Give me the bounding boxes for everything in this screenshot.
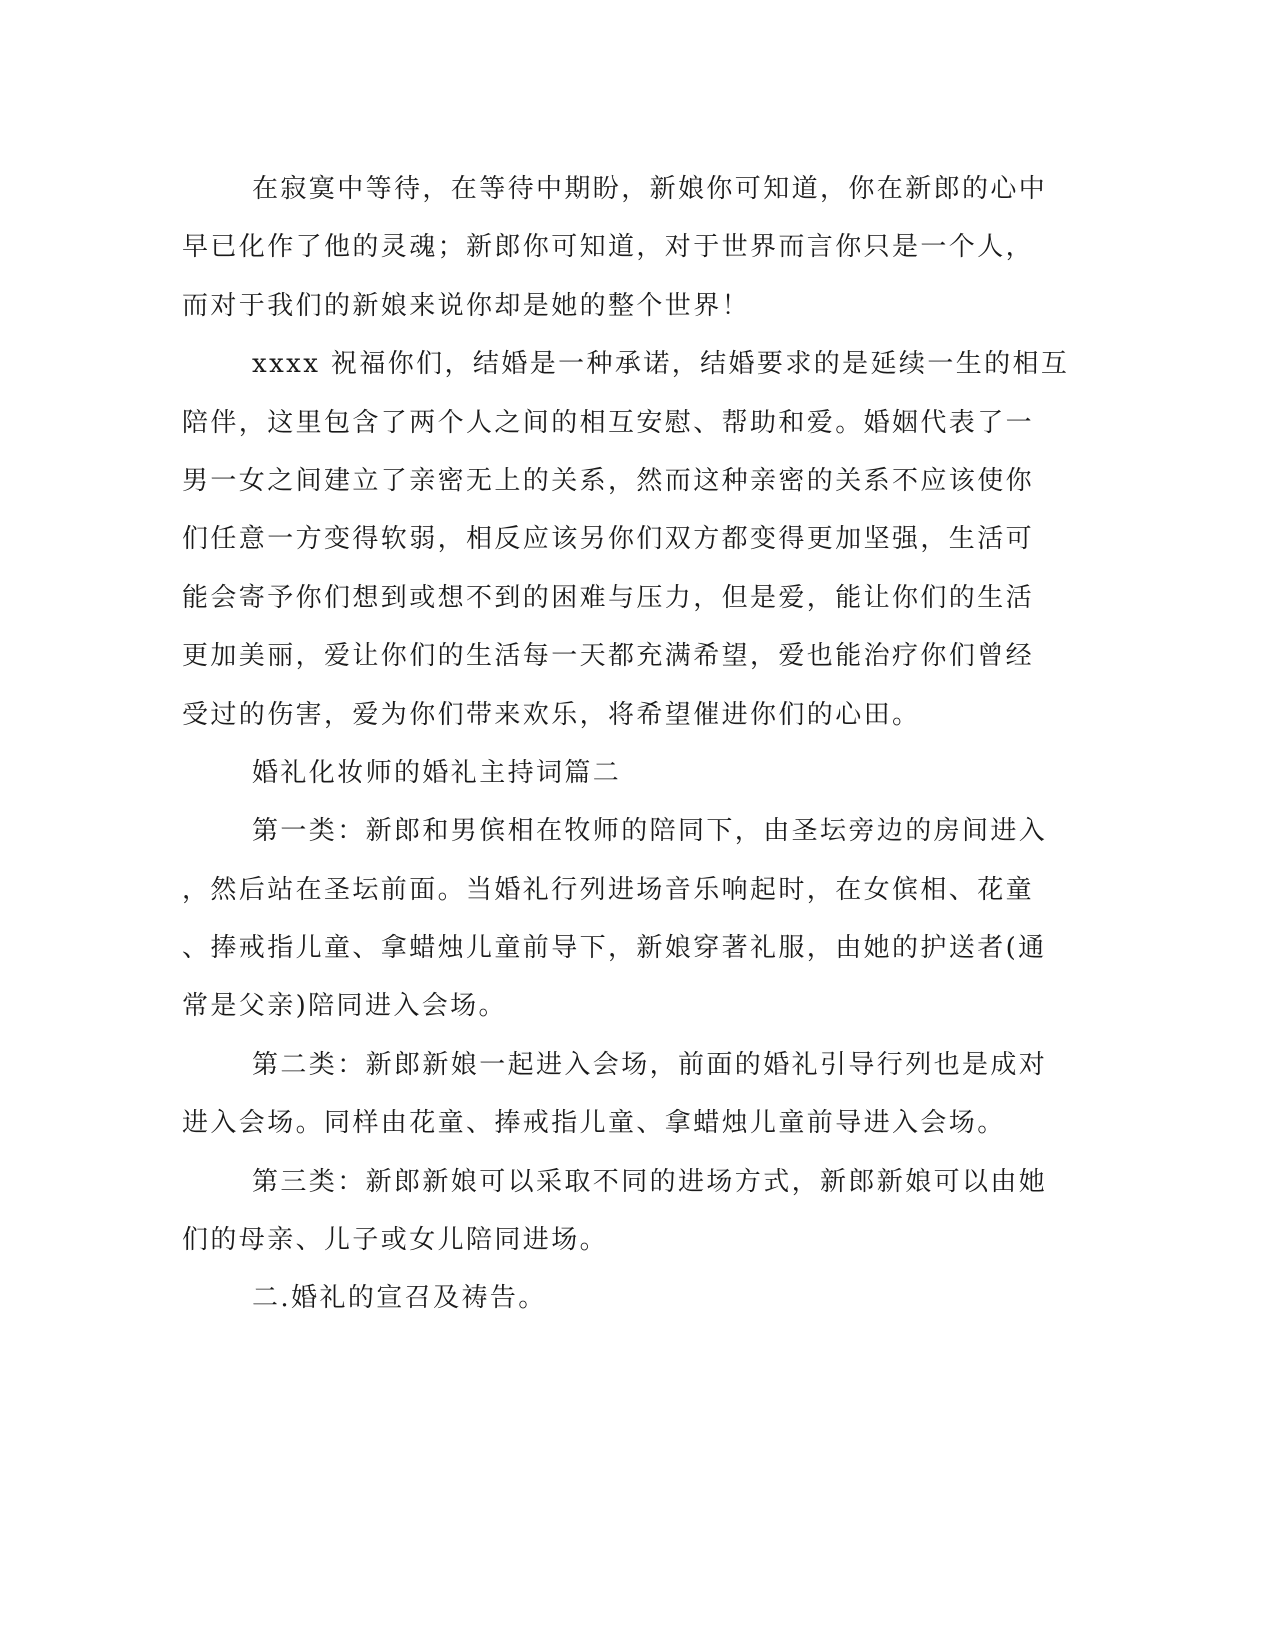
text-line: 们任意一方变得软弱，相反应该另你们双方都变得更加坚强，生活可 <box>182 524 1035 555</box>
section-title: 婚礼化妆师的婚礼主持词篇二 <box>252 757 622 788</box>
paragraph-blessing <box>182 335 1070 744</box>
paragraph-section-two <box>182 1269 1042 1327</box>
text-line: 第二类：新郎新娘一起进入会场，前面的婚礼引导行列也是成对 <box>252 1049 1048 1080</box>
text-line: 男一女之间建立了亲密无上的关系，然而这种亲密的关系不应该使你 <box>182 465 1035 496</box>
paragraph-bride-groom <box>182 160 1048 335</box>
document-body <box>182 160 1070 1328</box>
text-line: 二.婚礼的宣召及祷告。 <box>252 1283 547 1314</box>
text-line: 早已化作了他的灵魂；新郎你可知道，对于世界而言你只是一个人， <box>182 232 1035 263</box>
text-line: xxxx 祝福你们，结婚是一种承诺，结婚要求的是延续一生的相互 <box>252 349 1070 380</box>
paragraph-type-three <box>182 1153 1048 1270</box>
paragraph-type-one <box>182 802 1048 1036</box>
text-line: 陪伴，这里包含了两个人之间的相互安慰、帮助和爱。婚姻代表了一 <box>182 407 1035 438</box>
text-line: 常是父亲)陪同进入会场。 <box>182 991 507 1022</box>
text-line: 们的母亲、儿子或女儿陪同进场。 <box>182 1225 609 1256</box>
text-line: 第一类：新郎和男傧相在牧师的陪同下，由圣坛旁边的房间进入 <box>252 816 1048 847</box>
text-line: 更加美丽，爱让你们的生活每一天都充满希望，爱也能治疗你们曾经 <box>182 641 1035 672</box>
section-heading <box>182 744 1042 802</box>
text-line: 受过的伤害，爱为你们带来欢乐，将希望催进你们的心田。 <box>182 699 921 730</box>
text-line: 能会寄予你们想到或想不到的困难与压力，但是爱，能让你们的生活 <box>182 582 1035 613</box>
text-line: 而对于我们的新娘来说你却是她的整个世界！ <box>182 290 751 321</box>
text-line: 第三类：新郎新娘可以采取不同的进场方式，新郎新娘可以由她 <box>252 1166 1048 1197</box>
text-line: 进入会场。同样由花童、捧戒指儿童、拿蜡烛儿童前导进入会场。 <box>182 1108 1006 1139</box>
text-line: 、捧戒指儿童、拿蜡烛儿童前导下，新娘穿著礼服，由她的护送者(通 <box>182 933 1047 964</box>
paragraph-type-two <box>182 1036 1048 1153</box>
text-line: ，然后站在圣坛前面。当婚礼行列进场音乐响起时，在女傧相、花童 <box>182 874 1035 905</box>
text-line: 在寂寞中等待，在等待中期盼，新娘你可知道，你在新郎的心中 <box>252 174 1048 204</box>
